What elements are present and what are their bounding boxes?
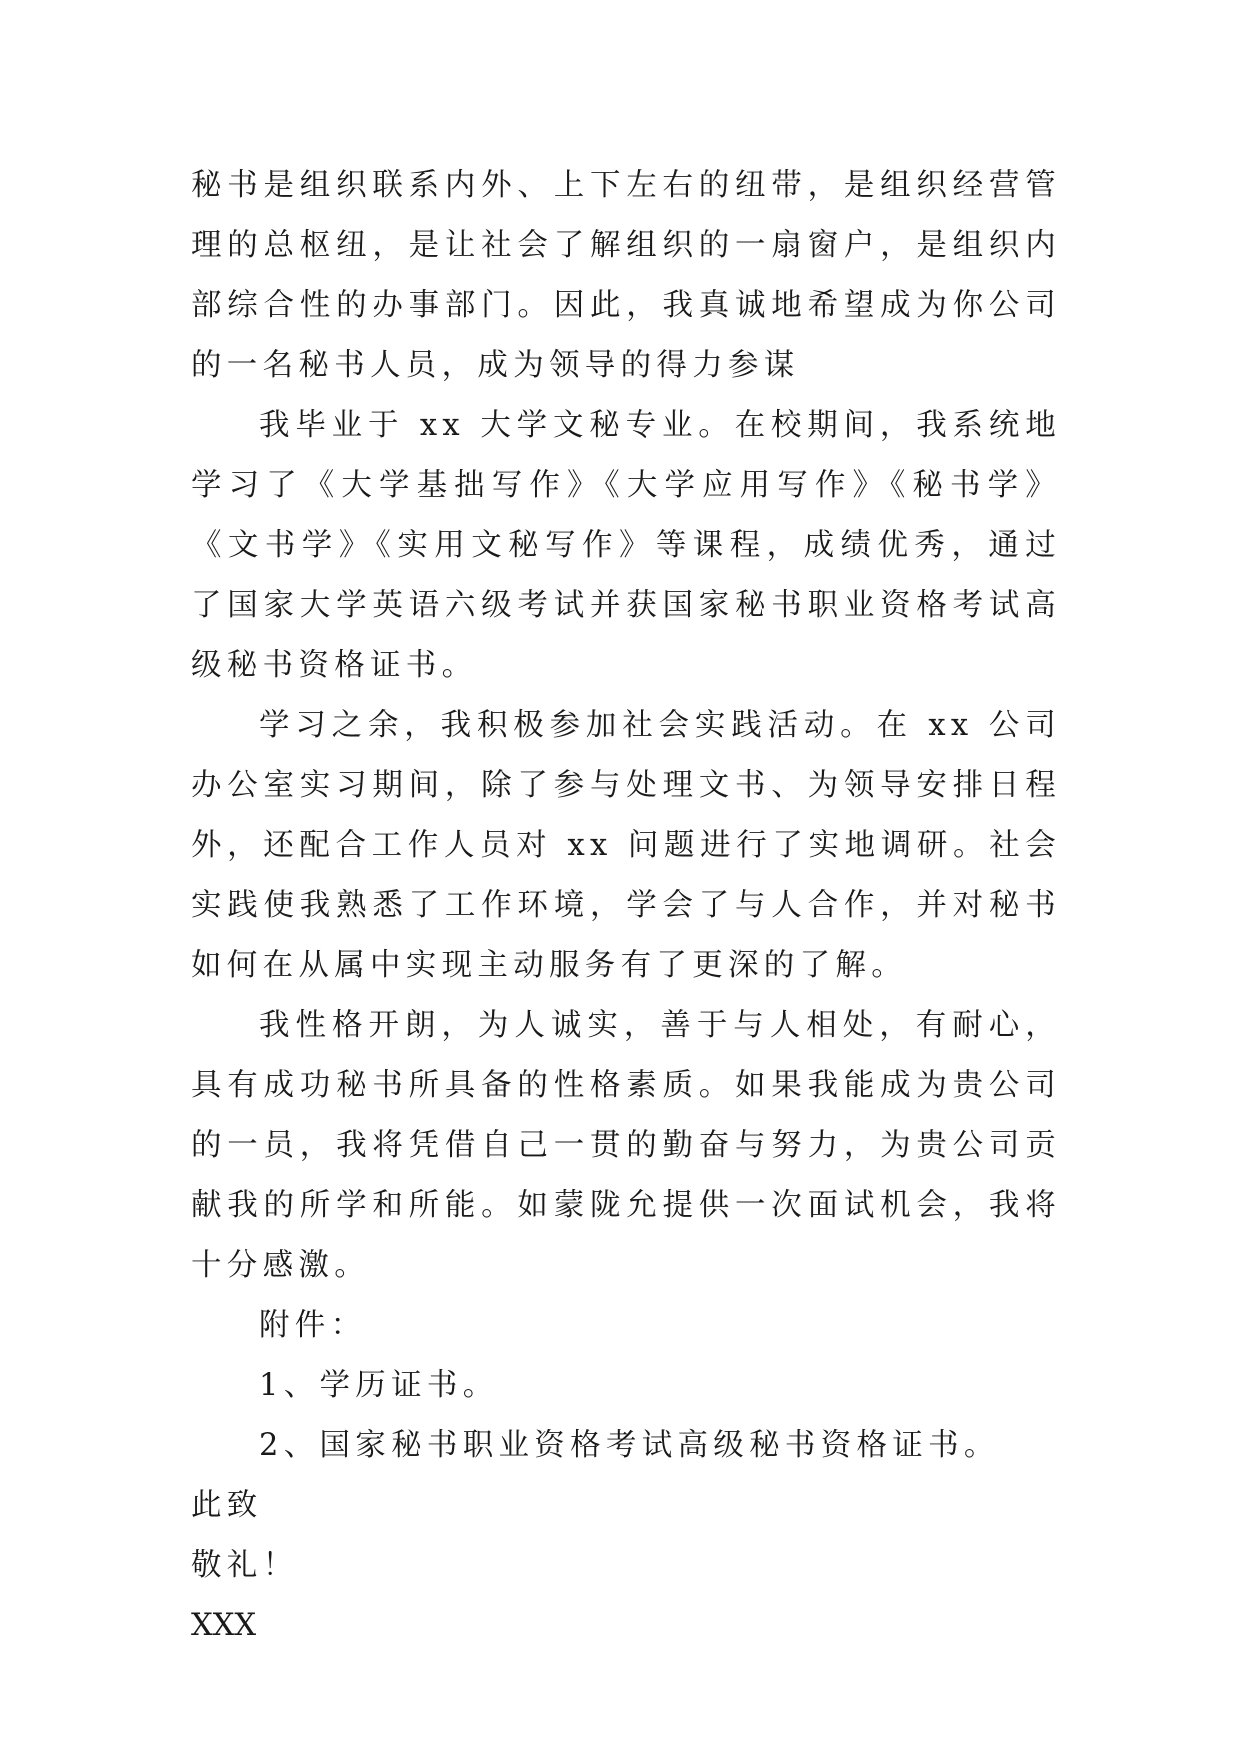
paragraph-education: 我毕业于 xx 大学文秘专业。在校期间，我系统地学习了《大学基拙写作》《大学应用写作》《秘书学》《文书学》《实用文秘写作》等课程，成绩优秀，通过了国家大学英语六级考试并获国家秘书职业资格考试高级秘书资格证书。 (191, 408, 1061, 683)
attachment-item-1: 1、学历证书。 (259, 1368, 499, 1403)
paragraph-intro: 秘书是组织联系内外、上下左右的纽带，是组织经营管理的总枢纽，是让社会了解组织的一扇窗户，是组织内部综合性的办事部门。因此，我真诚地希望成为你公司的一名秘书人员，成为领导的得力参谋 (191, 168, 1061, 383)
paragraph-practice: 学习之余，我积极参加社会实践活动。在 xx 公司办公室实习期间，除了参与处理文书、为领导安排日程外，还配合工作人员对 xx 问题进行了实地调研。社会实践使我熟悉了工作环境，学会了与人合作，并对秘书如何在从属中实现主动服务有了更深的了解。 (191, 708, 1061, 983)
signature: XXX (191, 1608, 257, 1643)
closing-regards: 敬礼！ (191, 1548, 299, 1583)
paragraph-personality: 我性格开朗，为人诚实，善于与人相处，有耐心，具有成功秘书所具备的性格素质。如果我能成为贵公司的一员，我将凭借自己一贯的勤奋与努力，为贵公司贡献我的所学和所能。如蒙陇允提供一次面试机会，我将十分感激。 (191, 1008, 1061, 1283)
attachment-item-2: 2、国家秘书职业资格考试高级秘书资格证书。 (259, 1428, 1000, 1463)
attachments-label: 附件： (259, 1308, 367, 1343)
letter-body (191, 156, 1061, 1656)
closing-salutation: 此致 (191, 1488, 263, 1523)
